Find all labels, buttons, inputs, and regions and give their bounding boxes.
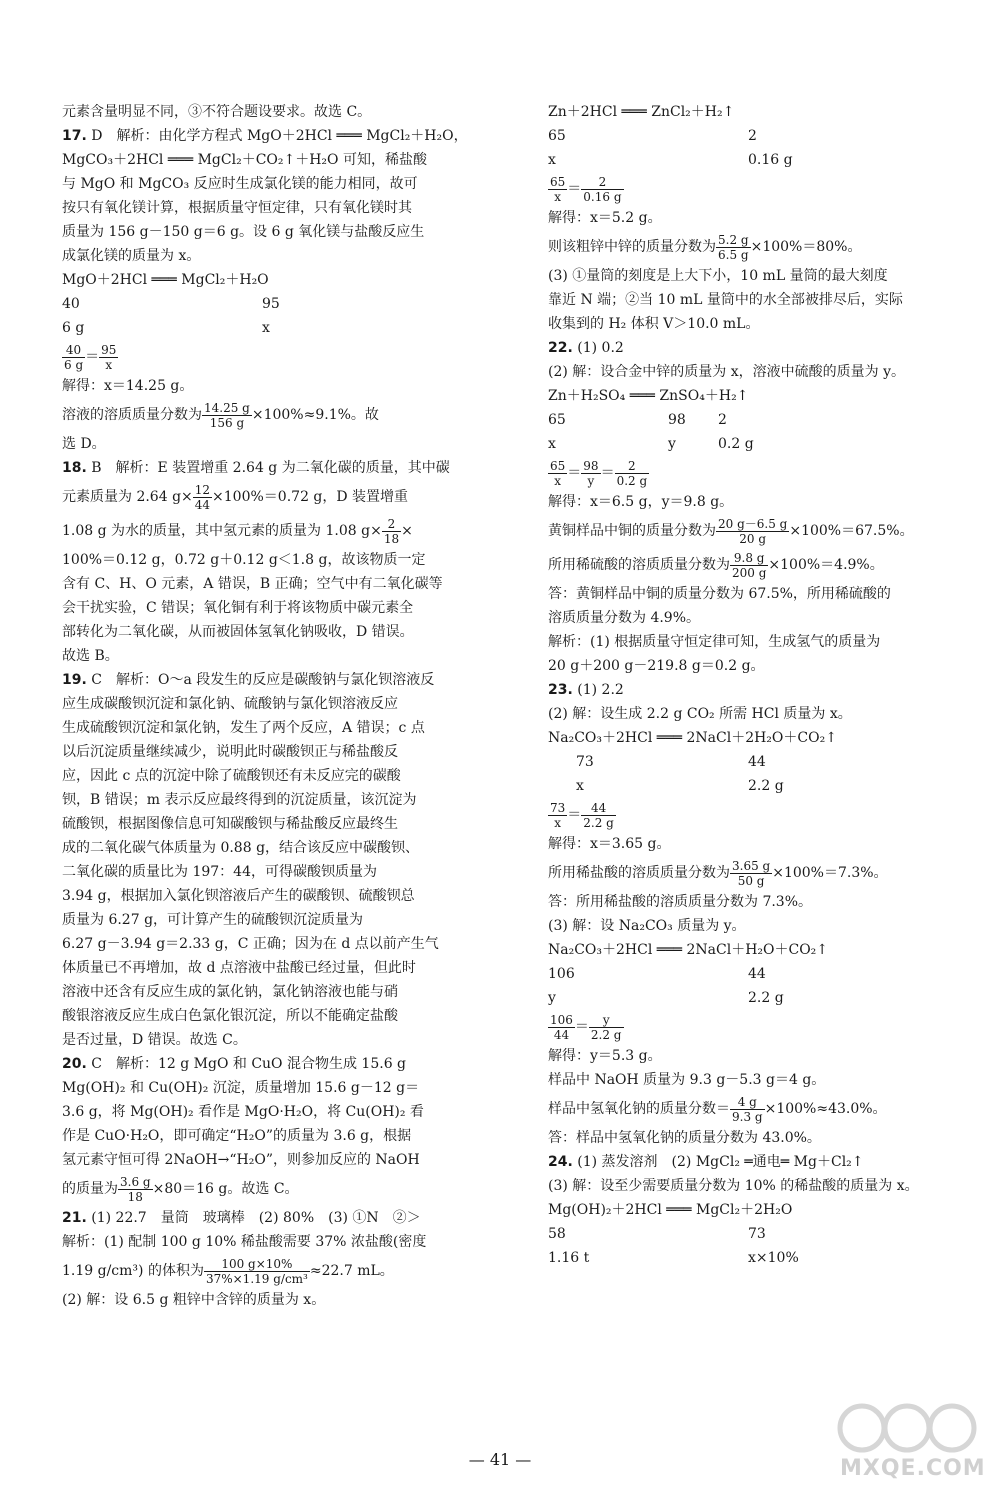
line-text: 所用稀盐酸的溶质质量分数为 <box>548 865 730 881</box>
text-line <box>548 962 958 986</box>
line-text: × <box>401 523 413 539</box>
fraction <box>202 401 252 430</box>
line-text: C 解析：O～a 段发生的反应是碳酸钠与氯化钡溶液反 <box>91 672 435 688</box>
fraction <box>118 1175 153 1204</box>
text-line <box>62 398 492 432</box>
line-text: (2) 解：设生成 2.2 g CO₂ 所需 HCl 质量为 x。 <box>548 706 852 722</box>
fraction-numerator: 4 g <box>730 1095 765 1110</box>
line-text: MgO＋2HCl ═══ MgCl₂＋H₂O <box>62 272 269 288</box>
line-text: 应，因此 c 点的沉淀中除了硫酸钡还有未反应完的碳酸 <box>62 768 401 784</box>
text-line <box>62 1254 492 1288</box>
text-line <box>62 220 492 244</box>
text-line <box>548 654 958 678</box>
text-line <box>548 702 958 726</box>
fraction-denominator: 18 <box>127 1189 143 1204</box>
fraction-denominator: x <box>554 473 562 488</box>
text-line <box>62 932 492 956</box>
equation-coefficient: x <box>548 436 556 452</box>
text-line <box>62 980 492 1004</box>
line-text: 酸银溶液反应生成白色氯化银沉淀，所以不能确定盐酸 <box>62 1008 398 1024</box>
line-text: 解得：x＝14.25 g。 <box>62 378 194 394</box>
line-text: D 解析：由化学方程式 MgO＋2HCl ═══ MgCl₂＋H₂O， <box>91 128 468 144</box>
fraction-numerator: 65 <box>550 174 566 189</box>
text-line <box>62 172 492 196</box>
text-line <box>548 750 958 774</box>
line-text: Mg(OH)₂ 和 Cu(OH)₂ 沉淀，质量增加 15.6 g－12 g＝ <box>62 1080 420 1096</box>
line-text: 则该粗锌中锌的质量分数为 <box>548 239 716 255</box>
line-text: 溶质质量分数为 4.9%。 <box>548 610 701 626</box>
fraction-numerator: 3.6 g <box>120 1174 151 1189</box>
equation-coefficient: 2.2 g <box>748 778 784 794</box>
line-text: 样品中氢氧化钠的质量分数＝ <box>548 1101 730 1117</box>
fraction-denominator: 44 <box>553 1027 570 1042</box>
fraction-denominator: 2.2 g <box>590 1027 622 1042</box>
question-number: 21. <box>62 1210 87 1226</box>
fraction <box>716 233 751 262</box>
equation-coefficient: x <box>262 320 270 336</box>
fraction-denominator: 0.2 g <box>616 473 648 488</box>
equation-coefficient: 2 <box>748 128 757 144</box>
text-line <box>62 644 492 668</box>
text-line <box>62 432 492 456</box>
text-line <box>548 1150 958 1174</box>
equation-coefficient: x <box>548 152 556 168</box>
fraction-denominator: 6 g <box>64 357 84 372</box>
text-line <box>548 606 958 630</box>
equation-coefficient: 2.2 g <box>748 990 784 1006</box>
text-line <box>548 288 958 312</box>
text-line <box>548 312 958 336</box>
fraction <box>615 459 650 488</box>
fraction <box>581 459 600 488</box>
text-line <box>62 668 492 692</box>
fraction <box>589 1013 624 1042</box>
text-line <box>548 432 958 456</box>
fraction-denominator: 200 g <box>732 565 767 580</box>
line-text: 二氧化碳的质量比为 197：44，可得碳酸钡质量为 <box>62 864 377 880</box>
line-text: 会干扰实验，C 错误；氧化铜有利于将该物质中碳元素全 <box>62 600 414 616</box>
text-line <box>62 548 492 572</box>
text-line <box>62 456 492 480</box>
fraction <box>581 801 616 830</box>
fraction-numerator: 2 <box>615 459 650 474</box>
text-line <box>62 316 492 340</box>
fraction-numerator: 12 <box>194 482 211 497</box>
fraction-numerator: 95 <box>101 342 117 357</box>
text-line <box>62 196 492 220</box>
line-text: 以后沉淀质量继续减少，说明此时碳酸钡正与稀盐酸反 <box>62 744 398 760</box>
text-line <box>548 678 958 702</box>
fraction-numerator: 5.2 g <box>718 232 749 247</box>
question-number: 17. <box>62 128 87 144</box>
line-text: ×100%＝0.72 g，D 装置增重 <box>212 489 409 505</box>
text-line <box>548 514 958 548</box>
fraction <box>382 517 401 546</box>
text-line <box>548 630 958 654</box>
line-text: 答：黄铜样品中铜的质量分数为 67.5%，所用稀硫酸的 <box>548 586 891 602</box>
text-line <box>548 1174 958 1198</box>
line-text: 解得：x＝6.5 g，y＝9.8 g。 <box>548 494 734 510</box>
text-line <box>62 1172 492 1206</box>
text-line <box>62 244 492 268</box>
fraction-denominator: y <box>587 473 595 488</box>
fraction <box>581 175 623 204</box>
text-line <box>548 1092 958 1126</box>
text-line <box>548 832 958 856</box>
line-text: 成的二氧化碳气体质量为 0.88 g，结合该反应中碳酸钡、 <box>62 840 420 856</box>
line-text: 3.6 g，将 Mg(OH)₂ 看作是 MgO·H₂O，将 Cu(OH)₂ 看 <box>62 1104 424 1120</box>
text-line <box>62 716 492 740</box>
fraction <box>730 859 772 888</box>
question-number: 20. <box>62 1056 87 1072</box>
line-text: (3) 解：设至少需要质量分数为 10% 的稀盐酸的质量为 x。 <box>548 1178 919 1194</box>
equation-coefficient: 44 <box>748 754 766 770</box>
fraction-numerator: 98 <box>583 458 599 473</box>
text-line <box>62 1004 492 1028</box>
text-line <box>548 148 958 172</box>
line-text: ×100%≈9.1%。故 <box>251 407 379 423</box>
line-text: 靠近 N 端；②当 10 mL 量筒中的水全部被排尽后，实际 <box>548 292 903 308</box>
fraction-numerator: 65 <box>550 458 566 473</box>
line-text: ×100%＝80%。 <box>750 239 862 255</box>
text-line <box>548 1246 958 1270</box>
line-text: Zn＋H₂SO₄ ═══ ZnSO₄＋H₂↑ <box>548 388 749 404</box>
line-text: 元素含量明显不同，③不符合题设要求。故选 C。 <box>62 104 372 120</box>
line-text: 溶液的溶质质量分数为 <box>62 407 202 423</box>
text-line <box>548 1222 958 1246</box>
fraction-numerator: y <box>589 1013 624 1028</box>
line-text: 按只有氧化镁计算，根据质量守恒定律，只有氧化镁时其 <box>62 200 412 216</box>
text-line <box>548 264 958 288</box>
text-line <box>62 620 492 644</box>
line-text: 的质量为 <box>62 1181 118 1197</box>
line-text: 成氯化镁的质量为 x。 <box>62 248 201 264</box>
text-line <box>548 548 958 582</box>
text-line <box>62 100 492 124</box>
text-line <box>62 692 492 716</box>
fraction-numerator: 73 <box>550 800 566 815</box>
text-line <box>548 986 958 1010</box>
line-text: 元素质量为 2.64 g× <box>62 489 193 505</box>
text-line <box>62 1076 492 1100</box>
equation-coefficient: 65 <box>548 412 566 428</box>
line-text: ×100%＝67.5%。 <box>789 523 914 539</box>
line-text: ≈22.7 mL。 <box>309 1263 394 1279</box>
line-text: 选 D。 <box>62 436 106 452</box>
text-line <box>548 798 958 832</box>
line-text: ×100%≈43.0%。 <box>764 1101 887 1117</box>
line-text: (1) 蒸发溶剂 (2) MgCl₂ ═通电═ Mg＋Cl₂↑ <box>577 1154 864 1170</box>
text-line <box>548 890 958 914</box>
line-text: 解得：x＝3.65 g。 <box>548 836 671 852</box>
fraction-numerator: 40 <box>62 343 85 358</box>
fraction-denominator: 44 <box>194 497 211 512</box>
line-text: 应生成碳酸钡沉淀和氯化钠、硫酸钠与氯化钡溶液反应 <box>62 696 398 712</box>
line-text: Na₂CO₃＋2HCl ═══ 2NaCl＋2H₂O＋CO₂↑ <box>548 730 837 746</box>
fraction-numerator: 2 <box>581 175 623 190</box>
fraction-denominator: 37%×1.19 g/cm³ <box>205 1271 308 1286</box>
text-line <box>548 336 958 360</box>
fraction-denominator: x <box>554 189 562 204</box>
fraction <box>548 1013 575 1042</box>
equation-coefficient: 73 <box>748 1226 766 1242</box>
line-text: 硫酸钡，根据图像信息可知碳酸钡与稀盐酸反应最终生 <box>62 816 398 832</box>
fraction <box>548 459 567 488</box>
fraction <box>730 1095 765 1124</box>
text-line <box>548 490 958 514</box>
text-line <box>62 572 492 596</box>
text-line <box>548 726 958 750</box>
fraction-denominator: 9.3 g <box>732 1109 763 1124</box>
text-line <box>62 148 492 172</box>
text-line <box>62 292 492 316</box>
text-line <box>62 860 492 884</box>
text-line <box>62 1148 492 1172</box>
line-text: 与 MgO 和 MgCO₃ 反应时生成氯化镁的能力相同，故可 <box>62 176 418 192</box>
fraction-denominator: 2.2 g <box>583 815 614 830</box>
text-line <box>548 1198 958 1222</box>
text-line <box>62 1230 492 1254</box>
equation-coefficient: 6 g <box>62 320 85 336</box>
text-line <box>62 514 492 548</box>
line-text: 答：样品中氢氧化钠的质量分数为 43.0%。 <box>548 1130 821 1146</box>
line-text: 解得：x＝5.2 g。 <box>548 210 662 226</box>
line-text: 质量为 156 g－150 g＝6 g。设 6 g 氧化镁与盐酸反应生 <box>62 224 425 240</box>
line-text: 3.94 g，根据加入氯化钡溶液后产生的碳酸钡、硫酸钡总 <box>62 888 415 904</box>
question-number: 22. <box>548 340 573 356</box>
line-text: (1) 2.2 <box>577 682 624 698</box>
line-text: ×80＝16 g。故选 C。 <box>152 1181 299 1197</box>
equation-coefficient: 0.16 g <box>748 152 793 168</box>
line-text: ×100%＝7.3%。 <box>772 865 888 881</box>
text-line <box>548 914 958 938</box>
line-text: Zn＋2HCl ═══ ZnCl₂＋H₂↑ <box>548 104 735 120</box>
fraction-numerator: 3.65 g <box>732 858 771 873</box>
fraction-denominator: 50 g <box>737 873 765 888</box>
line-text: 部转化为二氧化碳，从而被固体氢氧化钠吸收，D 错误。 <box>62 624 414 640</box>
equals-sign: ＝ <box>567 465 582 481</box>
line-text: 故选 B。 <box>62 648 119 664</box>
watermark-text: MXQE.COM <box>840 1456 986 1481</box>
text-line <box>62 124 492 148</box>
text-line <box>62 1206 492 1230</box>
equals-sign: ＝ <box>600 465 615 481</box>
line-text: 样品中 NaOH 质量为 9.3 g－5.3 g＝4 g。 <box>548 1072 826 1088</box>
fraction-denominator: x <box>554 815 562 830</box>
line-text: (1) 22.7 量筒 玻璃棒 (2) 80% (3) ①N ②＞ <box>91 1210 421 1226</box>
fraction-denominator: 20 g <box>739 531 767 546</box>
equation-coefficient: 40 <box>62 296 80 312</box>
text-line <box>62 480 492 514</box>
fraction-numerator: 14.25 g <box>204 400 250 415</box>
equation-coefficient: 106 <box>548 966 575 982</box>
question-number: 24. <box>548 1154 573 1170</box>
fraction-denominator: 18 <box>383 531 400 546</box>
text-line <box>62 740 492 764</box>
equation-coefficient: y <box>548 990 556 1006</box>
text-line <box>62 1052 492 1076</box>
fraction <box>730 551 768 580</box>
line-text: 解析：(1) 根据质量守恒定律可知，生成氢气的质量为 <box>548 634 881 650</box>
fraction-denominator: 6.5 g <box>718 247 749 262</box>
line-text: 溶液中还含有反应生成的氯化钠，氯化钠溶液也能与硝 <box>62 984 398 1000</box>
text-line <box>62 268 492 292</box>
equation-coefficient: 98 <box>668 412 686 428</box>
text-line <box>62 956 492 980</box>
text-line <box>548 408 958 432</box>
text-line <box>548 100 958 124</box>
page-number: — 41 — <box>468 1450 532 1469</box>
right-column <box>548 100 958 1270</box>
line-text: MgCO₃＋2HCl ═══ MgCl₂＋CO₂↑＋H₂O 可知，稀盐酸 <box>62 152 427 168</box>
equation-coefficient: x <box>548 778 584 794</box>
equation-coefficient: 1.16 t <box>548 1250 590 1266</box>
text-line <box>548 230 958 264</box>
fraction-denominator: 0.16 g <box>583 189 622 204</box>
left-column <box>62 100 492 1312</box>
equation-coefficient: 58 <box>548 1226 566 1242</box>
line-text: (3) ①量筒的刻度是上大下小，10 mL 量筒的最大刻度 <box>548 268 888 284</box>
text-line <box>548 1010 958 1044</box>
text-line <box>548 1044 958 1068</box>
text-line <box>548 582 958 606</box>
equation-coefficient: 0.2 g <box>718 436 754 452</box>
text-line <box>62 764 492 788</box>
line-text: (2) 解：设 6.5 g 粗锌中含锌的质量为 x。 <box>62 1292 326 1308</box>
fraction <box>62 343 85 372</box>
text-line <box>548 1126 958 1150</box>
text-line <box>548 456 958 490</box>
line-text: 是否过量，D 错误。故选 C。 <box>62 1032 247 1048</box>
text-line <box>62 812 492 836</box>
line-text: (3) 解：设 Na₂CO₃ 质量为 y。 <box>548 918 746 934</box>
line-text: B 解析：E 装置增重 2.64 g 为二氧化碳的质量，其中碳 <box>91 460 450 476</box>
line-text: 解得：y＝5.3 g。 <box>548 1048 662 1064</box>
text-line <box>62 1100 492 1124</box>
line-text: 所用稀硫酸的溶质质量分数为 <box>548 557 730 573</box>
line-text: 答：所用稀盐酸的溶质质量分数为 7.3%。 <box>548 894 813 910</box>
line-text: 6.27 g－3.94 g＝2.33 g，C 正确；因为在 d 点以前产生气 <box>62 936 439 952</box>
question-number: 23. <box>548 682 573 698</box>
fraction-denominator: 156 g <box>209 415 245 430</box>
text-line <box>62 596 492 620</box>
line-text: 质量为 6.27 g，可计算产生的硫酸钡沉淀质量为 <box>62 912 364 928</box>
text-line <box>62 1124 492 1148</box>
line-text: Mg(OH)₂＋2HCl ═══ MgCl₂＋2H₂O <box>548 1202 793 1218</box>
fraction-numerator: 9.8 g <box>730 551 768 566</box>
fraction <box>99 343 118 372</box>
line-text: 20 g＋200 g－219.8 g＝0.2 g。 <box>548 658 765 674</box>
text-line <box>62 884 492 908</box>
equals-sign: ＝ <box>574 1019 589 1035</box>
text-line <box>548 774 958 798</box>
text-line <box>548 360 958 384</box>
line-text: 含有 C、H、O 元素，A 错误，B 正确；空气中有二氧化碳等 <box>62 576 443 592</box>
line-text: (1) 0.2 <box>577 340 624 356</box>
fraction-denominator: x <box>105 357 113 372</box>
equation-coefficient: 73 <box>548 754 594 770</box>
text-line <box>548 206 958 230</box>
text-line <box>548 172 958 206</box>
text-line <box>548 1068 958 1092</box>
text-line <box>62 340 492 374</box>
question-number: 18. <box>62 460 87 476</box>
line-text: 生成硫酸钡沉淀和氯化钠，发生了两个反应，A 错误；c 点 <box>62 720 425 736</box>
text-line <box>548 938 958 962</box>
line-text: 黄铜样品中铜的质量分数为 <box>548 523 716 539</box>
equals-sign: ＝ <box>567 807 582 823</box>
text-line <box>548 384 958 408</box>
line-text: ×100%＝4.9%。 <box>768 557 884 573</box>
equals-sign: ＝ <box>85 349 100 365</box>
fraction-numerator: 20 g－6.5 g <box>718 516 788 531</box>
fraction <box>548 175 567 204</box>
text-line <box>548 124 958 148</box>
line-text: 体质量已不再增加，故 d 点溶液中盐酸已经过量，但此时 <box>62 960 416 976</box>
text-line <box>62 836 492 860</box>
equation-coefficient: 95 <box>262 296 280 312</box>
fraction <box>716 517 789 546</box>
line-text: C 解析：12 g MgO 和 CuO 混合物生成 15.6 g <box>91 1056 407 1072</box>
line-text: Na₂CO₃＋2HCl ═══ 2NaCl＋H₂O＋CO₂↑ <box>548 942 829 958</box>
fraction-numerator: 100 g×10% <box>204 1257 310 1272</box>
question-number: 19. <box>62 672 87 688</box>
line-text: 1.08 g 为水的质量，其中氢元素的质量为 1.08 g× <box>62 523 382 539</box>
line-text: 收集到的 H₂ 体积 V＞10.0 mL。 <box>548 316 760 332</box>
equals-sign: ＝ <box>567 181 582 197</box>
line-text: 100%＝0.12 g，0.72 g＋0.12 g＜1.8 g，故该物质一定 <box>62 552 426 568</box>
equation-coefficient: y <box>668 436 676 452</box>
fraction <box>204 1257 310 1286</box>
text-line <box>62 1028 492 1052</box>
text-line <box>62 908 492 932</box>
line-text: 钡，B 错误；m 表示反应最终得到的沉淀质量，该沉淀为 <box>62 792 417 808</box>
equation-coefficient: 2 <box>718 412 727 428</box>
line-text: 1.19 g/cm³) 的体积为 <box>62 1263 204 1279</box>
fraction-numerator: 106 <box>550 1012 573 1027</box>
line-text: 解析：(1) 配制 100 g 10% 稀盐酸需要 37% 浓盐酸(密度 <box>62 1234 427 1250</box>
line-text: 作是 CuO·H₂O，即可确定“H₂O”的质量为 3.6 g，根据 <box>62 1128 412 1144</box>
text-line <box>62 788 492 812</box>
fraction <box>548 801 567 830</box>
equation-coefficient: 44 <box>748 966 766 982</box>
text-line <box>548 856 958 890</box>
text-line <box>62 374 492 398</box>
line-text: (2) 解：设合金中锌的质量为 x，溶液中硫酸的质量为 y。 <box>548 364 905 380</box>
text-line <box>62 1288 492 1312</box>
equation-coefficient: 65 <box>548 128 566 144</box>
line-text: 氢元素守恒可得 2NaOH→“H₂O”，则参加反应的 NaOH <box>62 1152 420 1168</box>
equation-coefficient: x×10% <box>748 1250 799 1266</box>
fraction <box>193 483 212 512</box>
fraction-numerator: 44 <box>581 801 616 816</box>
fraction-numerator: 2 <box>382 517 401 532</box>
